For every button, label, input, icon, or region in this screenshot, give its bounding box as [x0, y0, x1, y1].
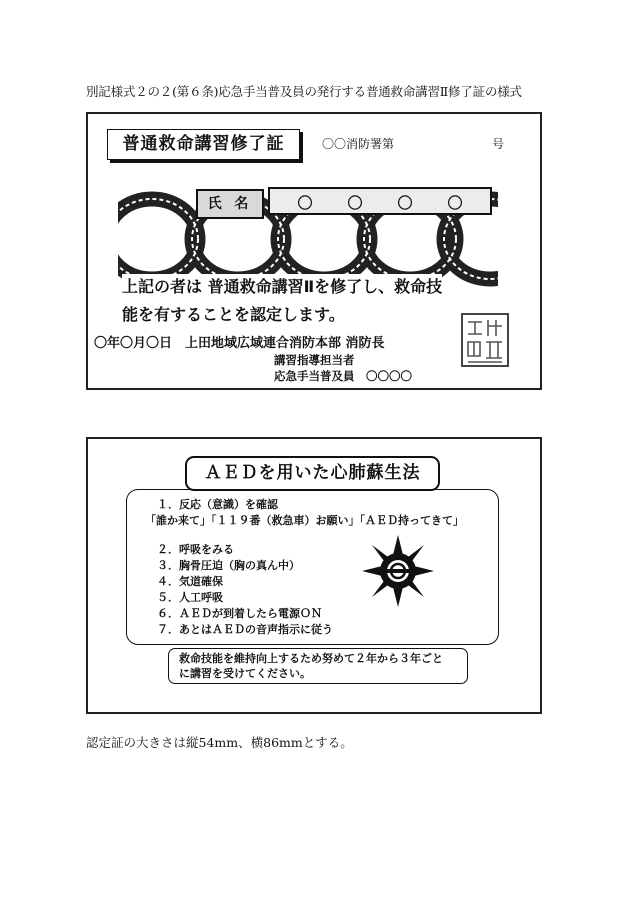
aed-procedure-title: ＡＥＤを用いた心肺蘇生法: [185, 456, 440, 491]
size-note: 認定証の大きさは縦54mm、横86mmとする。: [86, 735, 353, 750]
step-item: 「誰か来て」「１１９番（救急車）お願い」「ＡＥＤ持ってきて」: [145, 514, 464, 527]
instructor-title: 講習指導担当者: [274, 353, 355, 367]
step-item: ４．気道確保: [157, 575, 223, 588]
step-item: １．反応（意識）を確認: [157, 498, 278, 511]
certificate-front: [86, 112, 542, 390]
name-placeholder: 〇: [397, 194, 413, 212]
issue-date-and-issuer: 〇年〇月〇日 上田地域広域連合消防本部 消防長: [94, 336, 385, 351]
name-label: 氏 名: [196, 189, 264, 219]
office-number-label: 〇〇消防署第: [322, 137, 395, 151]
name-field: [268, 187, 492, 215]
instructor-name: 応急手当普及員 〇〇〇〇: [274, 369, 412, 383]
certificate-back: [86, 437, 542, 714]
step-item: ３．胸骨圧迫（胸の真ん中）: [157, 559, 300, 572]
name-placeholder: 〇: [297, 194, 313, 212]
renewal-notice-box: [168, 648, 468, 684]
certification-text-line-1: 上記の者は 普通救命講習Ⅱを修了し、救命技: [122, 274, 442, 297]
number-suffix: 号: [492, 137, 505, 151]
step-item: ２．呼吸をみる: [157, 543, 234, 556]
step-item: ６．ＡＥＤが到着したら電源ＯＮ: [157, 607, 322, 620]
cpr-steps-box: [126, 489, 499, 645]
form-caption: 別記様式２の２(第６条)応急手当普及員の発行する普通救命講習Ⅱ修了証の様式: [86, 84, 522, 99]
step-item: ５．人工呼吸: [157, 591, 223, 604]
name-placeholder: 〇: [447, 194, 463, 212]
certification-text-line-2: 能を有することを認定します。: [122, 302, 345, 325]
renewal-notice-line-1: 救命技能を維持向上するため努めて２年から３年ごと: [179, 652, 443, 665]
certificate-title: 普通救命講習修了証: [107, 129, 300, 160]
fire-department-emblem-icon: [362, 535, 434, 607]
name-placeholder: 〇: [347, 194, 363, 212]
renewal-notice-line-2: に講習を受けてください。: [179, 667, 311, 680]
official-seal-stamp: [460, 312, 510, 368]
step-item: ７．あとはＡＥＤの音声指示に従う: [157, 623, 333, 636]
